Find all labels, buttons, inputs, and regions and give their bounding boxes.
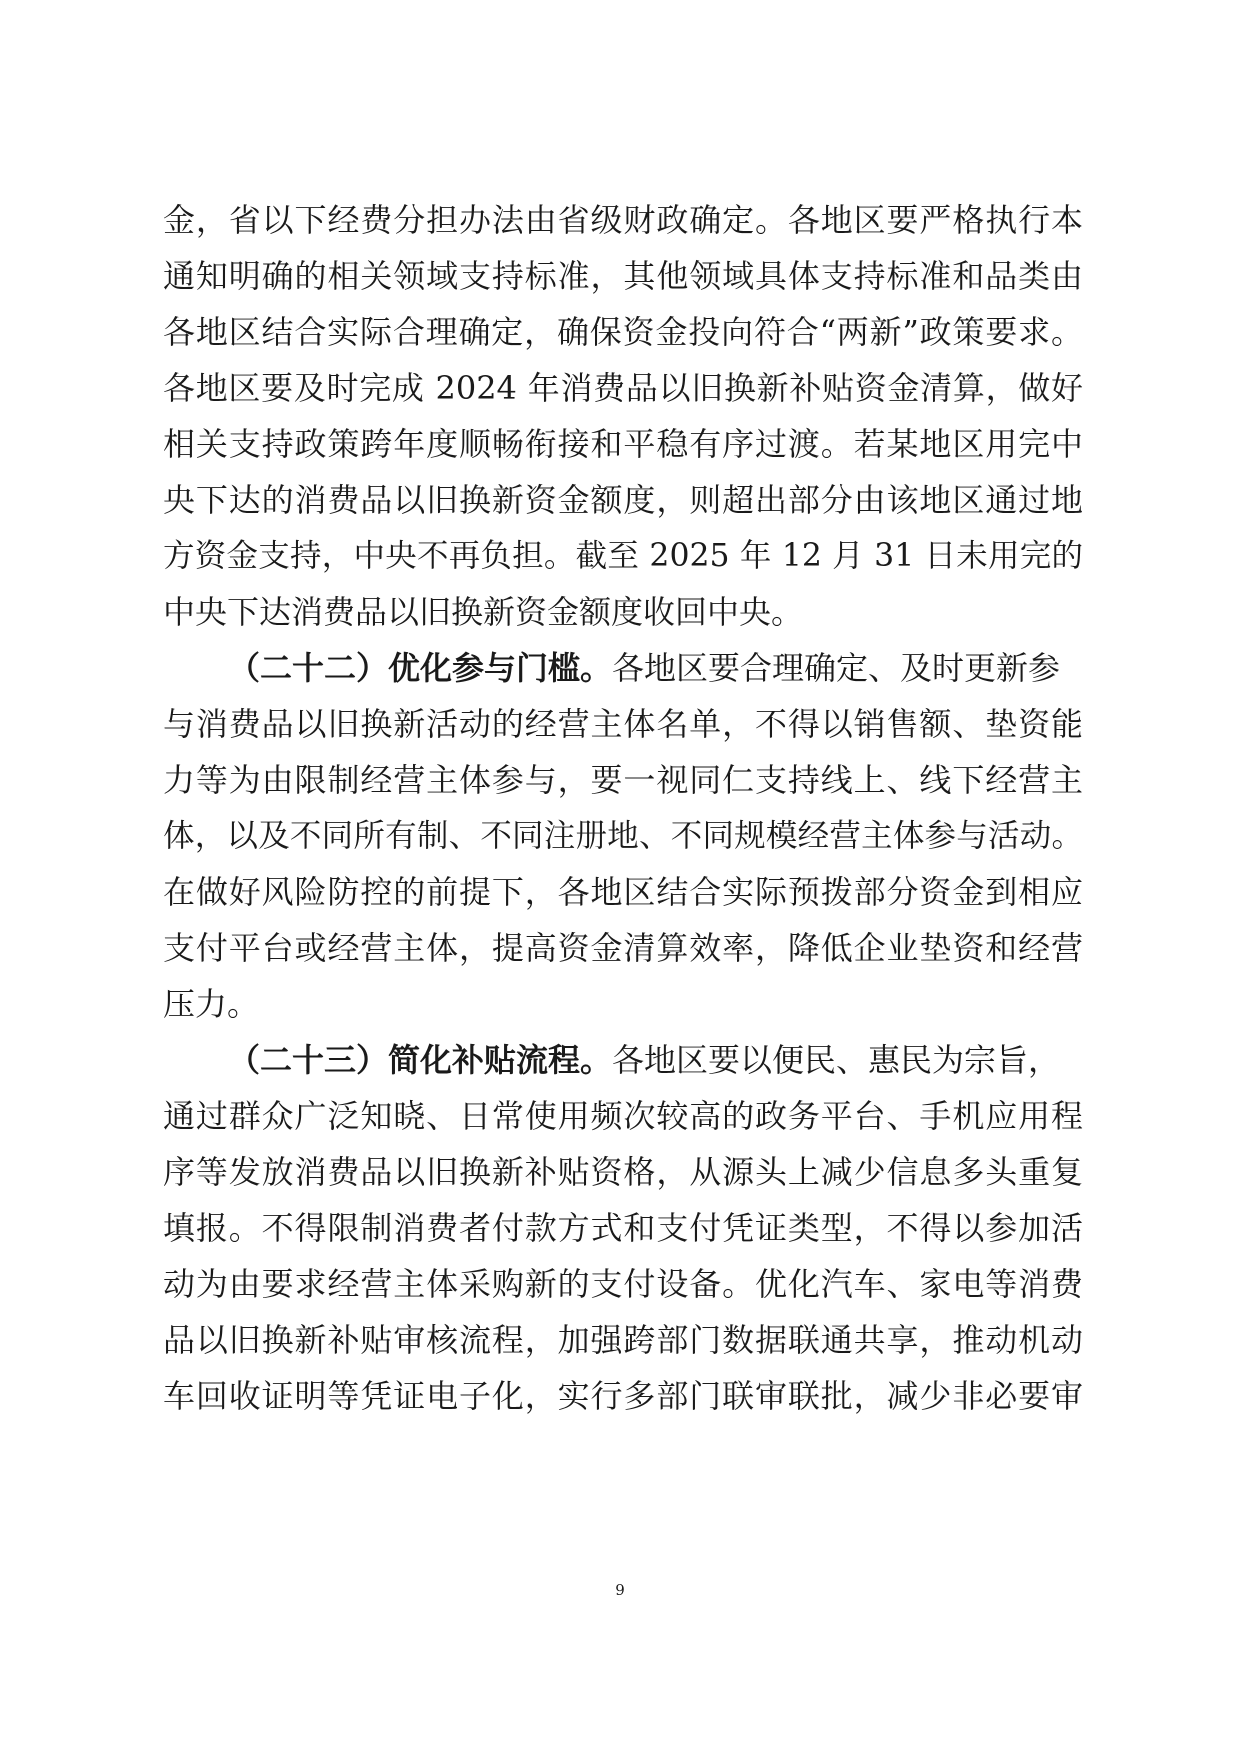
- section-23-first-line-text: 各地区要以便民、惠民为宗旨，: [612, 1041, 1061, 1079]
- section-23-line-5: 动为由要求经营主体采购新的支付设备。优化汽车、家电等消费: [163, 1265, 1083, 1303]
- section-23-first-line: [228, 1040, 1083, 1080]
- section-23-line-4: 填报。不得限制消费者付款方式和支付凭证类型，不得以参加活: [163, 1209, 1083, 1247]
- body-line-8: 中央下达消费品以旧换新资金额度收回中央。: [163, 593, 804, 631]
- section-22-line-2: 与消费品以旧换新活动的经营主体名单，不得以销售额、垫资能: [163, 705, 1083, 743]
- body-line-2: 通知明确的相关领域支持标准，其他领域具体支持标准和品类由: [163, 257, 1083, 295]
- body-line-7: 方资金支持，中央不再负担。截至 2025 年 12 月 31 日未用完的: [163, 538, 1083, 574]
- section-22-heading: （二十二）优化参与门槛。: [228, 649, 613, 687]
- body-line-3: 各地区结合实际合理确定，确保资金投向符合“两新”政策要求。: [163, 313, 1083, 351]
- section-23-line-6: 品以旧换新补贴审核流程，加强跨部门数据联通共享，推动机动: [163, 1321, 1083, 1359]
- section-22-first-line-text: 各地区要合理确定、及时更新参: [612, 649, 1061, 687]
- section-22-line-6: 支付平台或经营主体，提高资金清算效率，降低企业垫资和经营: [163, 929, 1083, 967]
- section-23-line-2: 通过群众广泛知晓、日常使用频次较高的政务平台、手机应用程: [163, 1097, 1083, 1135]
- section-23-line-3: 序等发放消费品以旧换新补贴资格，从源头上减少信息多头重复: [163, 1153, 1083, 1191]
- section-22-line-7: 压力。: [163, 985, 260, 1023]
- section-22-line-5: 在做好风险防控的前提下，各地区结合实际预拨部分资金到相应: [163, 873, 1083, 911]
- body-line-1: 金，省以下经费分担办法由省级财政确定。各地区要严格执行本: [163, 201, 1083, 239]
- section-23-heading: （二十三）简化补贴流程。: [228, 1041, 613, 1079]
- body-line-4: 各地区要及时完成 2024 年消费品以旧换新补贴资金清算，做好: [163, 369, 1083, 407]
- section-22-first-line: [228, 648, 1083, 688]
- section-23-line-7: 车回收证明等凭证电子化，实行多部门联审联批，减少非必要审: [163, 1377, 1083, 1415]
- section-22-line-3: 力等为由限制经营主体参与，要一视同仁支持线上、线下经营主: [163, 761, 1083, 799]
- page-number: 9: [615, 1581, 625, 1599]
- body-line-5: 相关支持政策跨年度顺畅衔接和平稳有序过渡。若某地区用完中: [163, 425, 1083, 463]
- body-line-6: 央下达的消费品以旧换新资金额度，则超出部分由该地区通过地: [163, 481, 1083, 519]
- section-22-line-4: 体，以及不同所有制、不同注册地、不同规模经营主体参与活动。: [163, 818, 1083, 854]
